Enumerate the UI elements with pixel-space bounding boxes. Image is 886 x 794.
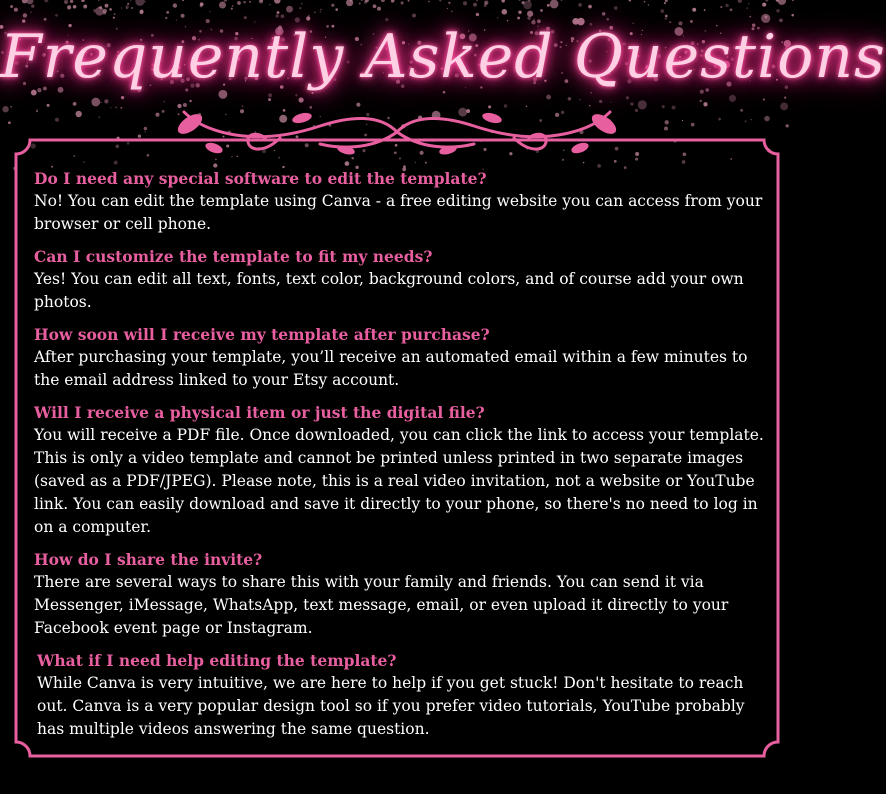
faq-question: Do I need any special software to edit the template? [34, 169, 487, 188]
faq-question: Can I customize the template to fit my needs? [34, 247, 433, 266]
faq-answer: You will receive a PDF file. Once downloaded, you can click the link to access your template. This is only a video template and cannot be printed unless printed in two separate images (saved as a PDF/JPEG). Please note, this is a real video invitation, not a website or YouTube link. You can easily download and save it directly to your phone, so there's no need to log in on a computer. [34, 426, 764, 536]
faq-item [34, 324, 766, 392]
faq-item [34, 402, 766, 539]
faq-item [34, 549, 766, 640]
faq-item [34, 650, 766, 741]
faq-item [34, 168, 766, 236]
faq-question: How do I share the invite? [34, 550, 263, 569]
faq-answer: Yes! You can edit all text, fonts, text color, background colors, and of course add your own photos. [34, 270, 744, 311]
faq-answer: No! You can edit the template using Canva - a free editing website you can access from your browser or cell phone. [34, 192, 763, 233]
faq-question: Will I receive a physical item or just the digital file? [34, 403, 485, 422]
faq-question: How soon will I receive my template after purchase? [34, 325, 490, 344]
faq-list [34, 168, 766, 751]
page-title: Frequently Asked Questions [0, 22, 886, 92]
faq-answer: While Canva is very intuitive, we are here to help if you get stuck! Don't hesitate to reach out. Canva is a very popular design tool so if you prefer video tutorials, YouTube probably has multiple videos answering the same question. [37, 674, 745, 738]
faq-item [34, 246, 766, 314]
faq-answer: After purchasing your template, you’ll receive an automated email within a few minutes to the email address linked to your Etsy account. [34, 348, 748, 389]
faq-question: What if I need help editing the template? [37, 651, 397, 670]
leaf-flourish-icon [170, 104, 624, 160]
faq-answer: There are several ways to share this with your family and friends. You can send it via Messenger, iMessage, WhatsApp, text message, email, or even upload it directly to your Facebook event page or Instagram. [34, 573, 729, 637]
